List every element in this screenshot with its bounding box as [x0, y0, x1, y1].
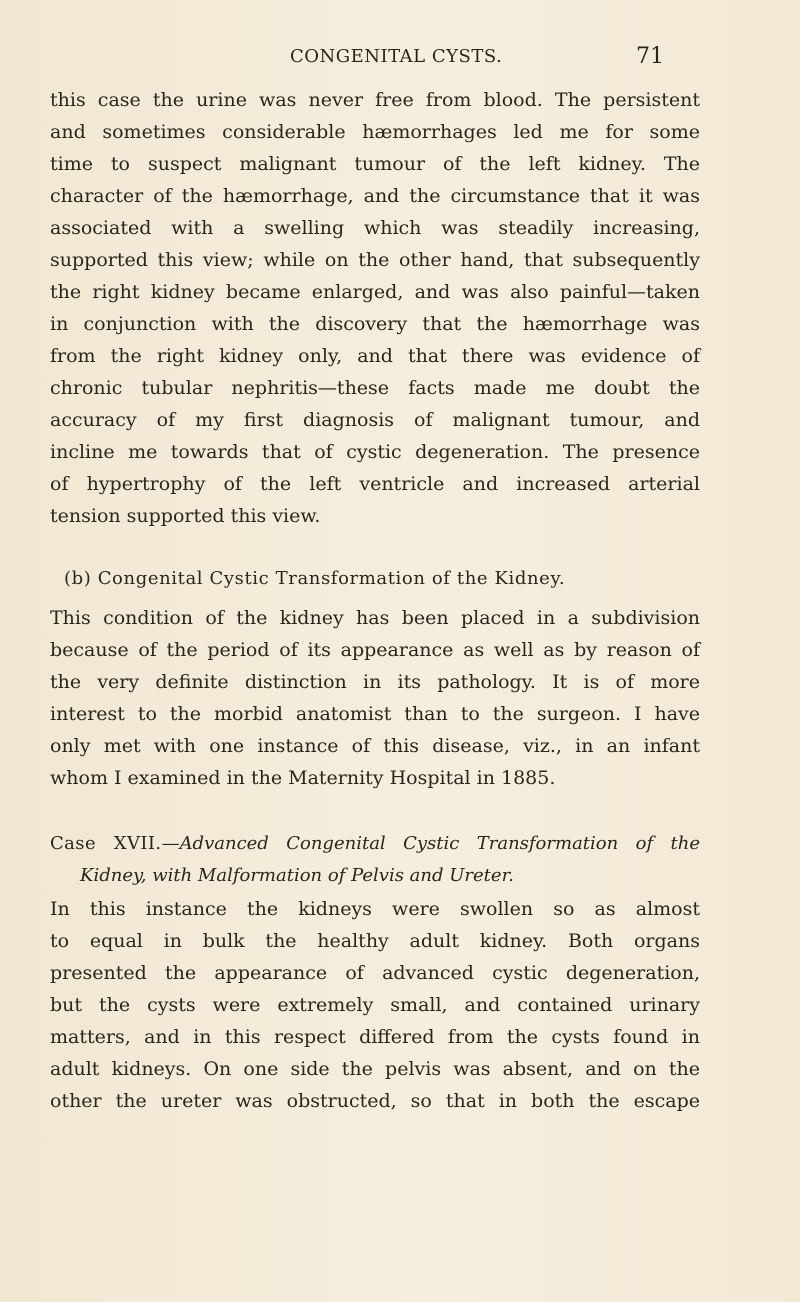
- text-line: interest to the morbid anatomist than to the surgeon. I have: [50, 703, 700, 725]
- text-line: only met with one instance of this disease, viz., in an infant: [50, 735, 700, 757]
- case-title-text: —Advanced Congenital Cystic Transformation of the: [161, 833, 700, 854]
- text-line: the right kidney became enlarged, and was also painful—taken: [50, 281, 700, 303]
- text-line: This condition of the kidney has been placed in a subdivision: [50, 607, 700, 629]
- running-head: CONGENITAL CYSTS.: [290, 46, 503, 67]
- text-line: this case the urine was never free from blood. The persistent: [50, 89, 700, 111]
- text-line: the very definite distinction in its pathology. It is of more: [50, 671, 700, 693]
- case-title-line: [50, 828, 700, 860]
- text-line: tension supported this view.: [50, 505, 321, 527]
- text-line: In this instance the kidneys were swollen so as almost: [50, 898, 700, 920]
- text-line: supported this view; while on the other hand, that subsequently: [50, 249, 700, 271]
- text-line: whom I examined in the Maternity Hospital in 1885.: [50, 767, 556, 789]
- section-heading: (b) Congenital Cystic Transformation of the Kidney.: [64, 568, 566, 589]
- text-line: matters, and in this respect differed from the cysts found in: [50, 1026, 700, 1048]
- text-line: associated with a swelling which was steadily increasing,: [50, 217, 700, 239]
- text-line: presented the appearance of advanced cystic degeneration,: [50, 962, 700, 984]
- text-line: incline me towards that of cystic degeneration. The presence: [50, 441, 700, 463]
- text-line: other the ureter was obstructed, so that in both the escape: [50, 1090, 700, 1112]
- text-line: from the right kidney only, and that there was evidence of: [50, 345, 700, 367]
- page-number: 71: [636, 44, 664, 69]
- text-line: but the cysts were extremely small, and contained urinary: [50, 994, 700, 1016]
- text-line: and sometimes considerable hæmorrhages led me for some: [50, 121, 700, 143]
- text-line: to equal in bulk the healthy adult kidney. Both organs: [50, 930, 700, 952]
- text-line: of hypertrophy of the left ventricle and increased arterial: [50, 473, 700, 495]
- paragraph-condition-intro: [50, 602, 700, 794]
- paragraph-case-description: [50, 893, 700, 1117]
- text-line: adult kidneys. On one side the pelvis was absent, and on the: [50, 1058, 700, 1080]
- text-line: character of the hæmorrhage, and the circumstance that it was: [50, 185, 700, 207]
- page-header: [0, 46, 800, 78]
- case-title: [50, 828, 700, 892]
- paragraph-case-discussion: [50, 84, 700, 532]
- text-line: because of the period of its appearance as well as by reason of: [50, 639, 700, 661]
- text-line: accuracy of my first diagnosis of malignant tumour, and: [50, 409, 700, 431]
- case-title-line: Kidney, with Malformation of Pelvis and Ureter.: [80, 865, 514, 886]
- text-line: in conjunction with the discovery that the hæmorrhage was: [50, 313, 700, 335]
- case-label: Case XVII.: [50, 833, 162, 854]
- text-line: time to suspect malignant tumour of the left kidney. The: [50, 153, 700, 175]
- text-line: chronic tubular nephritis—these facts made me doubt the: [50, 377, 700, 399]
